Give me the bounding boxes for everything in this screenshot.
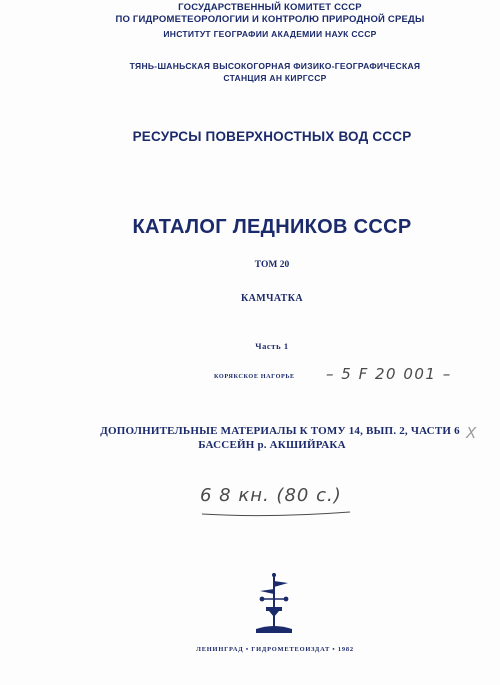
subregion-title: КОРЯКСКОЕ НАГОРЬЕ (214, 373, 295, 380)
additional-materials-line: ДОПОЛНИТЕЛЬНЫЕ МАТЕРИАЛЫ К ТОМУ 14, ВЫП. 2, ЧАСТИ 6 (100, 425, 460, 437)
publisher-line: ЛЕНИНГРАД • ГИДРОМЕТЕОИЗДАТ • 1982 (196, 646, 354, 653)
series-title: РЕСУРСЫ ПОВЕРХНОСТНЫХ ВОД СССР (132, 129, 412, 144)
region-title: КАМЧАТКА (241, 293, 303, 304)
part-number: Часть 1 (255, 341, 289, 351)
volume-number: ТОМ 20 (254, 260, 290, 270)
catalog-title: КАТАЛОГ ЛЕДНИКОВ СССР (132, 216, 412, 238)
station-line-1: ТЯНЬ-ШАНЬСКАЯ ВЫСОКОГОРНАЯ ФИЗИКО-ГЕОГРАФИЧЕСКАЯ (129, 61, 421, 71)
handwritten-copy-count-text: 6 8 кн. (80 с.) (200, 485, 342, 506)
institute-name: ИНСТИТУТ ГЕОГРАФИИ АКАДЕМИИ НАУК СССР (163, 29, 377, 39)
weather-vane-emblem-icon (252, 571, 296, 635)
committee-line-2: ПО ГИДРОМЕТЕОРОЛОГИИ И КОНТРОЛЮ ПРИРОДНОЙ СРЕДЫ (115, 14, 425, 25)
basin-title: БАССЕЙН р. АКШИЙРАКА (198, 439, 346, 451)
handwritten-underline (200, 488, 355, 518)
committee-line-1: ГОСУДАРСТВЕННЫЙ КОМИТЕТ СССР (178, 2, 362, 13)
handwritten-mark: X (466, 424, 477, 442)
station-line-2: СТАНЦИЯ АН КИРГССР (223, 73, 327, 83)
handwritten-catalog-code: – 5 F 20 001 – (326, 365, 452, 383)
